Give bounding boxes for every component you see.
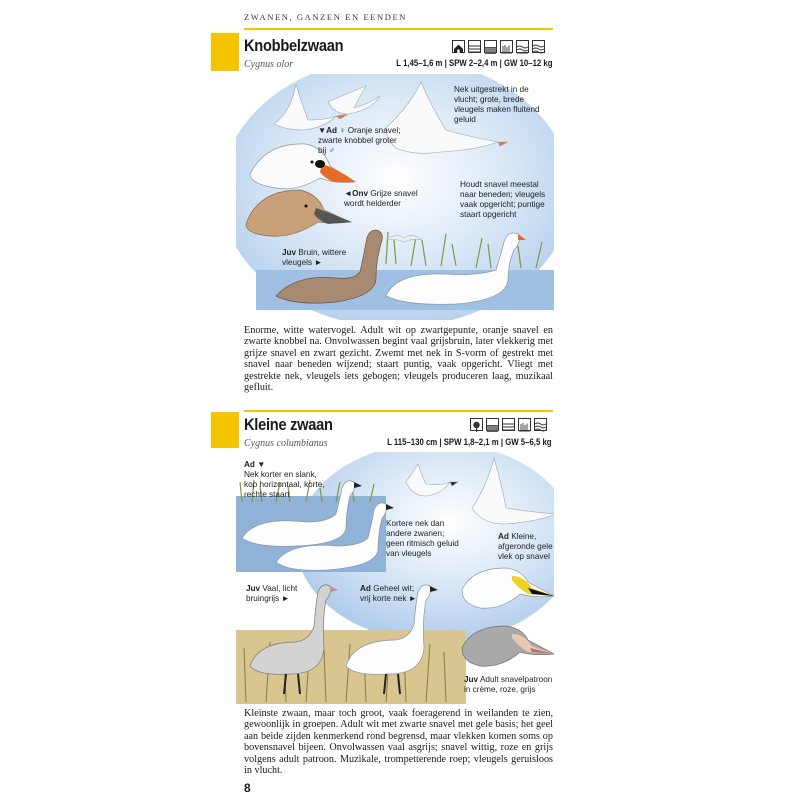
label-adult-text: Oranje snavel; zwarte knobbel groter bij ♂ [318, 126, 401, 155]
tree-icon [470, 418, 483, 431]
house-icon [452, 40, 465, 53]
species-title-knobbelzwaan: Knobbelzwaan [244, 36, 344, 55]
grid-icon [468, 40, 481, 53]
label-adult-neck [244, 460, 332, 500]
grid-icon [502, 418, 515, 431]
page-number: 8 [244, 781, 251, 795]
label-adult-neck-prefix: Ad ▼ [244, 460, 266, 469]
label-adult-neck-text: Nek korter en slank, kop horizontaal, korte, rechte staart [244, 470, 325, 499]
label-posture: Houdt snavel meestal naar beneden; vleugels vaak opgericht; puntige staart opgericht [460, 180, 546, 219]
illustration-plate-kleine-zwaan [236, 452, 554, 704]
species-description-kleine-zwaan: Kleinste zwaan, maar toch groot, vaak foeragerend in weilanden te zien, gewoonlijk in groepen. Adult wit met zwarte snavel met gele basis; het geel aan beide zijden kenmerkend rond begrensd, maar vlekken komen soms op bovensnavel bijeen. Onvolwassen vaal asgrijs; snavel wittig, roze en grijs volgens adult patroon. Muzikale, trompetterende roep; vleugels geruisloos in vlucht. [244, 708, 553, 777]
species-description-knobbelzwaan: Enorme, witte watervogel. Adult wit op zwartgepunte, oranje snavel en zwarte knobbel na. Onvolwassen begint vaal grijsbruin, later vlekkerig met grijze snavel en zwart gezicht. Zwemt met nek in S-vorm of gestrekt met snavel naar beneden wijzend; staart puntig, vaak opgericht. Vliegt met gestrekte nek, vleugels iets gebogen; vleugels produceren laag, muzikaal gefluit. [244, 325, 553, 394]
water-icon [534, 418, 547, 431]
label-adult-bill-prefix: Ad [498, 532, 509, 541]
field-icon [486, 418, 499, 431]
label-juvenile-bill [464, 675, 554, 695]
label-adult-bill-text: Kleine, afgeronde gele vlek op snavel [498, 532, 553, 561]
label-flight: Nek uitgestrekt in de vlucht; grote, brede vleugels maken fluitend geluid [454, 85, 540, 124]
running-head: ZWANEN, GANZEN EN EENDEN [244, 12, 408, 22]
label-shorter-neck: Kortere nek dan andere zwanen; geen ritmisch geluid van vleugels [386, 519, 459, 558]
species-measurements-kleine-zwaan: L 115–130 cm | SPW 1,8–2,1 m | GW 5–6,5 kg [387, 437, 552, 448]
label-adult-prefix: ▼Ad ♀ [318, 126, 346, 135]
label-juvenile-text: Bruin, wittere vleugels ► [282, 248, 347, 267]
label-immature-text: Grijze snavel wordt helderder [344, 189, 418, 208]
label-adult-bill [498, 532, 554, 562]
reeds-icon [500, 40, 513, 53]
section-rule-kleine-zwaan [244, 410, 553, 412]
species-measurements-knobbelzwaan: L 1,45–1,6 m | SPW 2–2,4 m | GW 10–12 kg [395, 58, 552, 69]
label-juvenile-pale-prefix: Juv [246, 584, 261, 593]
label-juvenile-bill-text: Adult snavelpatroon in crème, roze, grijs [464, 675, 553, 694]
water-icon [532, 40, 545, 53]
illustration-plate-knobbelzwaan [236, 74, 554, 320]
species-tab-knobbelzwaan [211, 33, 239, 71]
reeds-icon [518, 418, 531, 431]
label-adult-white-text: Geheel wit; vrij korte nek ► [360, 584, 417, 603]
species-tab-kleine-zwaan [211, 412, 239, 448]
label-juvenile [282, 248, 348, 268]
label-juvenile-pale-text: Vaal, licht bruingrijs ► [246, 584, 298, 603]
habitat-icons-knobbelzwaan [452, 40, 545, 53]
label-juvenile-prefix: Juv [282, 248, 297, 257]
species-latin-knobbelzwaan: Cygnus olor [244, 59, 294, 70]
label-adult-white-prefix: Ad [360, 584, 371, 593]
running-head-rule [244, 28, 553, 30]
label-adult-white [360, 584, 424, 604]
species-latin-kleine-zwaan: Cygnus columbianus [244, 438, 328, 449]
marsh-icon [516, 40, 529, 53]
label-juvenile-bill-prefix: Juv [464, 675, 479, 684]
label-immature [344, 189, 428, 209]
label-juvenile-pale [246, 584, 308, 604]
field-icon [484, 40, 497, 53]
habitat-icons-kleine-zwaan [470, 418, 547, 431]
label-adult [318, 126, 404, 156]
label-immature-prefix: ◄Onv [344, 189, 369, 198]
species-title-kleine-zwaan: Kleine zwaan [244, 415, 333, 434]
